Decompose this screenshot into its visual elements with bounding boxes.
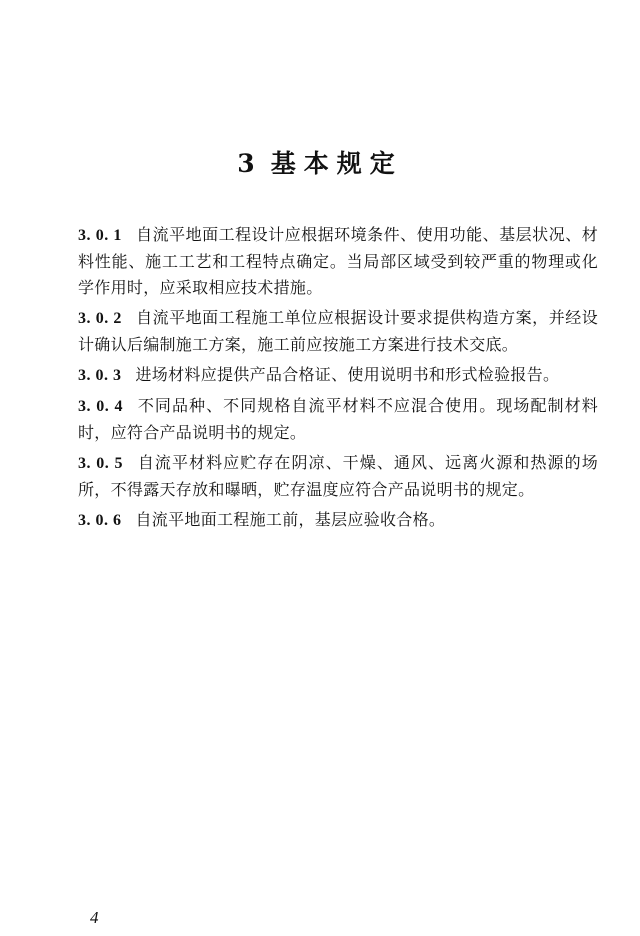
clause-number: 3. 0. 6 xyxy=(78,512,122,529)
clause-number: 3. 0. 2 xyxy=(78,310,122,327)
clause-text: 不同品种、不同规格自流平材料不应混合使用。现场配制材料时，应符合产品说明书的规定。 xyxy=(78,396,598,442)
clause-3-0-1 xyxy=(78,222,598,301)
chapter-heading xyxy=(0,146,640,182)
clause-3-0-2 xyxy=(78,305,598,358)
clause-number: 3. 0. 4 xyxy=(78,398,124,415)
clause-text: 自流平地面工程施工前，基层应验收合格。 xyxy=(135,510,446,529)
page-number: 4 xyxy=(90,908,99,927)
clause-number: 3. 0. 1 xyxy=(78,227,122,244)
clause-text: 自流平地面工程施工单位应根据设计要求提供构造方案，并经设计确认后编制施工方案，施工前应按施工方案进行技术交底。 xyxy=(78,308,598,354)
clause-3-0-6 xyxy=(78,507,598,534)
clause-number: 3. 0. 5 xyxy=(78,455,124,472)
clause-list xyxy=(78,222,598,538)
chapter-number: 3 xyxy=(237,149,255,178)
clause-number: 3. 0. 3 xyxy=(78,367,122,384)
clause-text: 自流平材料应贮存在阴凉、干燥、通风、远离火源和热源的场所，不得露天存放和曝晒，贮存温度应符合产品说明书的规定。 xyxy=(78,453,598,499)
clause-3-0-5 xyxy=(78,450,598,503)
clause-text: 进场材料应提供产品合格证、使用说明书和形式检验报告。 xyxy=(135,365,560,384)
chapter-title-text: 基本规定 xyxy=(270,149,403,178)
clause-3-0-3 xyxy=(78,362,598,389)
clause-text: 自流平地面工程设计应根据环境条件、使用功能、基层状况、材料性能、施工工艺和工程特点确定。当局部区域受到较严重的物理或化学作用时，应采取相应技术措施。 xyxy=(78,225,598,297)
clause-3-0-4 xyxy=(78,393,598,446)
